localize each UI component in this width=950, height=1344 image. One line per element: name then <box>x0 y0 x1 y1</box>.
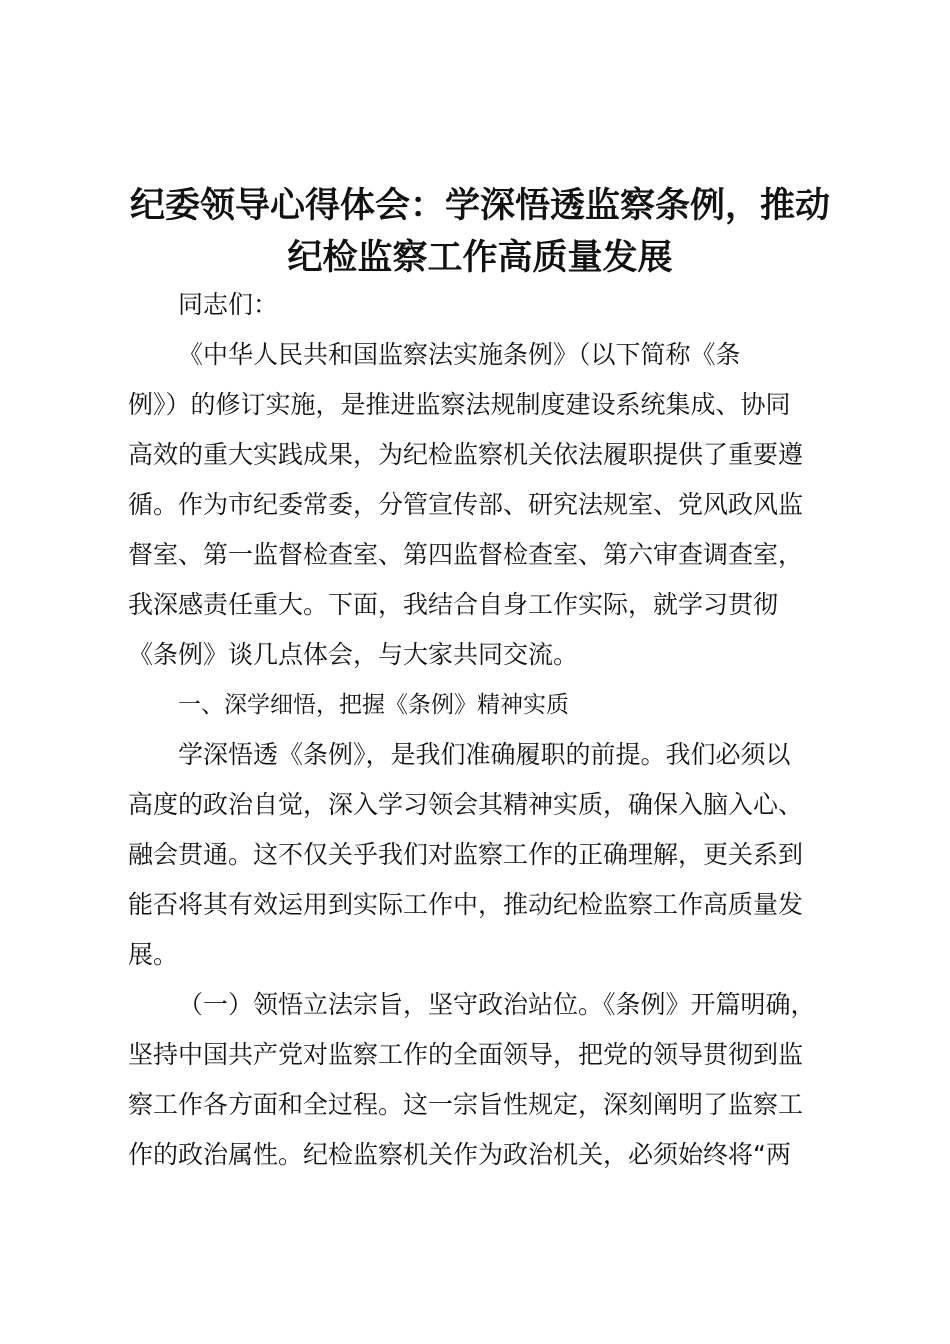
intro-line-5: 督室、第一监督检查室、第四监督检查室、第六审查调查室， <box>128 540 804 569</box>
section-1-line-5: 展。 <box>128 940 179 969</box>
section-1-line-2: 高度的政治自觉，深入学习领会其精神实质，确保入脑入心、 <box>128 790 804 819</box>
subsection-1-line-2: 坚持中国共产党对监察工作的全面领导，把党的领导贯彻到监 <box>128 1040 804 1069</box>
document-title <box>110 180 850 284</box>
intro-line-1: 《中华人民共和国监察法实施条例》（以下简称《条 <box>178 340 741 369</box>
subsection-1-line-4: 作的政治属性。纪检监察机关作为政治机关，必须始终将“两 <box>128 1140 791 1169</box>
subsection-1-line-1: （一）领悟立法宗旨，坚守政治站位。《条例》开篇明确， <box>178 990 816 1019</box>
subsection-1-line-3: 察工作各方面和全过程。这一宗旨性规定，深刻阐明了监察工 <box>128 1090 804 1119</box>
section-1-line-4: 能否将其有效运用到实际工作中，推动纪检监察工作高质量发 <box>128 890 804 919</box>
intro-line-6: 我深感责任重大。下面，我结合自身工作实际，就学习贯彻 <box>128 590 779 619</box>
intro-line-4: 循。作为市纪委常委，分管宣传部、研究法规室、党风政风监 <box>128 490 804 519</box>
intro-line-2: 例》）的修订实施，是推进监察法规制度建设系统集成、协同 <box>128 390 791 419</box>
section-1-line-3: 融会贯通。这不仅关乎我们对监察工作的正确理解，更关系到 <box>128 840 804 869</box>
title-line-1: 纪委领导心得体会：学深悟透监察条例，推动 <box>129 186 830 226</box>
title-line-2: 纪检监察工作高质量发展 <box>287 238 673 278</box>
intro-line-3: 高效的重大实践成果，为纪检监察机关依法履职提供了重要遵 <box>128 440 804 469</box>
intro-line-7: 《条例》谈几点体会，与大家共同交流。 <box>128 640 579 669</box>
section-1-line-1: 学深悟透《条例》，是我们准确履职的前提。我们必须以 <box>178 740 791 769</box>
salutation: 同志们： <box>178 290 279 319</box>
section-1-heading: 一、深学细悟，把握《条例》精神实质 <box>178 692 569 718</box>
